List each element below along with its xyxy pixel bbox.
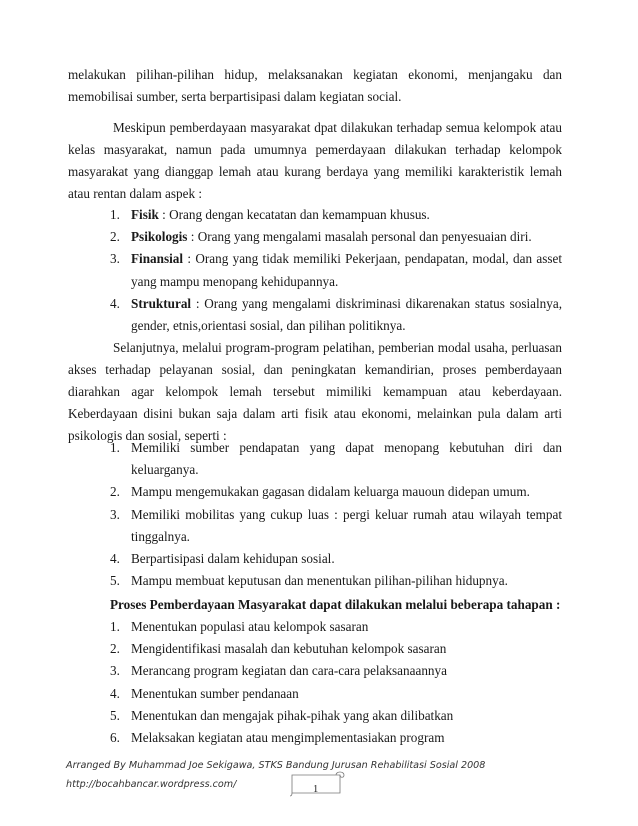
list-item: 4. Berpartisipasi dalam kehidupan sosial.	[110, 551, 335, 567]
paragraph-continuation: melakukan pilihan-pilihan hidup, melaksanakan kegiatan ekonomi, menjangaku dan memobilisai sumber, serta berpartisipasi dalam kegiatan social.	[68, 67, 562, 104]
list-item: 4. Struktural : Orang yang mengalami diskriminasi dikarenakan status sosialnya, gender, etnis,orientasi sosial, dan pilihan politiknya.	[110, 295, 562, 334]
aspect-term: Struktural	[131, 295, 192, 311]
paragraph-empowerment-groups: Meskipun pemberdayaan masyarakat dpat dilakukan terhadap semua kelompok atau kelas masyarakat, namun pada umumnya pemerdayaan dilakukan terhadap kelompok masyarakat yang dianggap lemah atau kurang berdaya yang memiliki karakteristik lemah atau rentan dalam aspek :	[68, 120, 562, 201]
list-item: 3. Merancang program kegiatan dan cara-cara pelaksanaannya	[110, 663, 447, 679]
paragraph-empowerment-process: Selanjutnya, melalui program-program pelatihan, pemberian modal usaha, perluasan akses terhadap pelayanan sosial, dan peningkatan kemandirian, proses pemberdayaan diarahkan agar kelompok lemah tersebut mimiliki kemampuan atau keberdayaan. Keberdayaan disini bukan saja dalam arti fisik atau ekonomi, melainkan pula dalam arti psikologis dan sosial, seperti :	[68, 340, 562, 443]
aspect-term: Fisik	[131, 207, 159, 222]
footer-credit: Arranged By Muhammad Joe Sekigawa, STKS Bandung Jurusan Rehabilitasi Sosial 2008	[66, 760, 486, 771]
list-item: 5. Menentukan dan mengajak pihak-pihak yang akan dilibatkan	[110, 707, 454, 723]
steps-list	[110, 616, 562, 749]
page-number: 1	[313, 784, 319, 795]
list-item: 3. Memiliki mobilitas yang cukup luas : pergi keluar rumah atau wilayah tempat tinggalnya.	[110, 506, 562, 544]
list-item: 1. Memiliki sumber pendapatan yang dapat menopang kebutuhan diri dan keluarganya.	[110, 440, 562, 478]
aspect-term: Finansial	[131, 251, 184, 267]
footer-url: http://bocahbancar.wordpress.com/	[66, 779, 237, 790]
aspects-list	[110, 204, 562, 337]
list-item: 2. Mampu mengemukakan gagasan didalam keluarga mauoun didepan umum.	[110, 484, 530, 500]
section-heading: Proses Pemberdayaan Masyarakat dapat dilakukan melalui beberapa tahapan :	[110, 597, 561, 612]
list-item: 5. Mampu membuat keputusan dan menentukan pilihan-pilihan hidupnya.	[110, 573, 508, 589]
capabilities-list	[110, 437, 562, 592]
list-item: 2. Mengidentifikasi masalah dan kebutuhan kelompok sasaran	[110, 641, 447, 657]
list-item: 6. Melaksakan kegiatan atau mengimplementasiakan program	[110, 730, 445, 746]
list-item: 2. Psikologis : Orang yang mengalami masalah personal dan penyesuaian diri.	[110, 229, 532, 245]
list-item: 3. Finansial : Orang yang tidak memiliki Pekerjaan, pendapatan, modal, dan asset yang mampu menopang kehidupannya.	[110, 251, 562, 289]
list-item: 1. Menentukan populasi atau kelompok sasaran	[110, 619, 369, 634]
list-item: 1. Fisik : Orang dengan kecatatan dan kemampuan khusus.	[110, 207, 430, 222]
list-item: 4. Menentukan sumber pendanaan	[110, 685, 299, 701]
aspect-term: Psikologis	[131, 229, 188, 245]
